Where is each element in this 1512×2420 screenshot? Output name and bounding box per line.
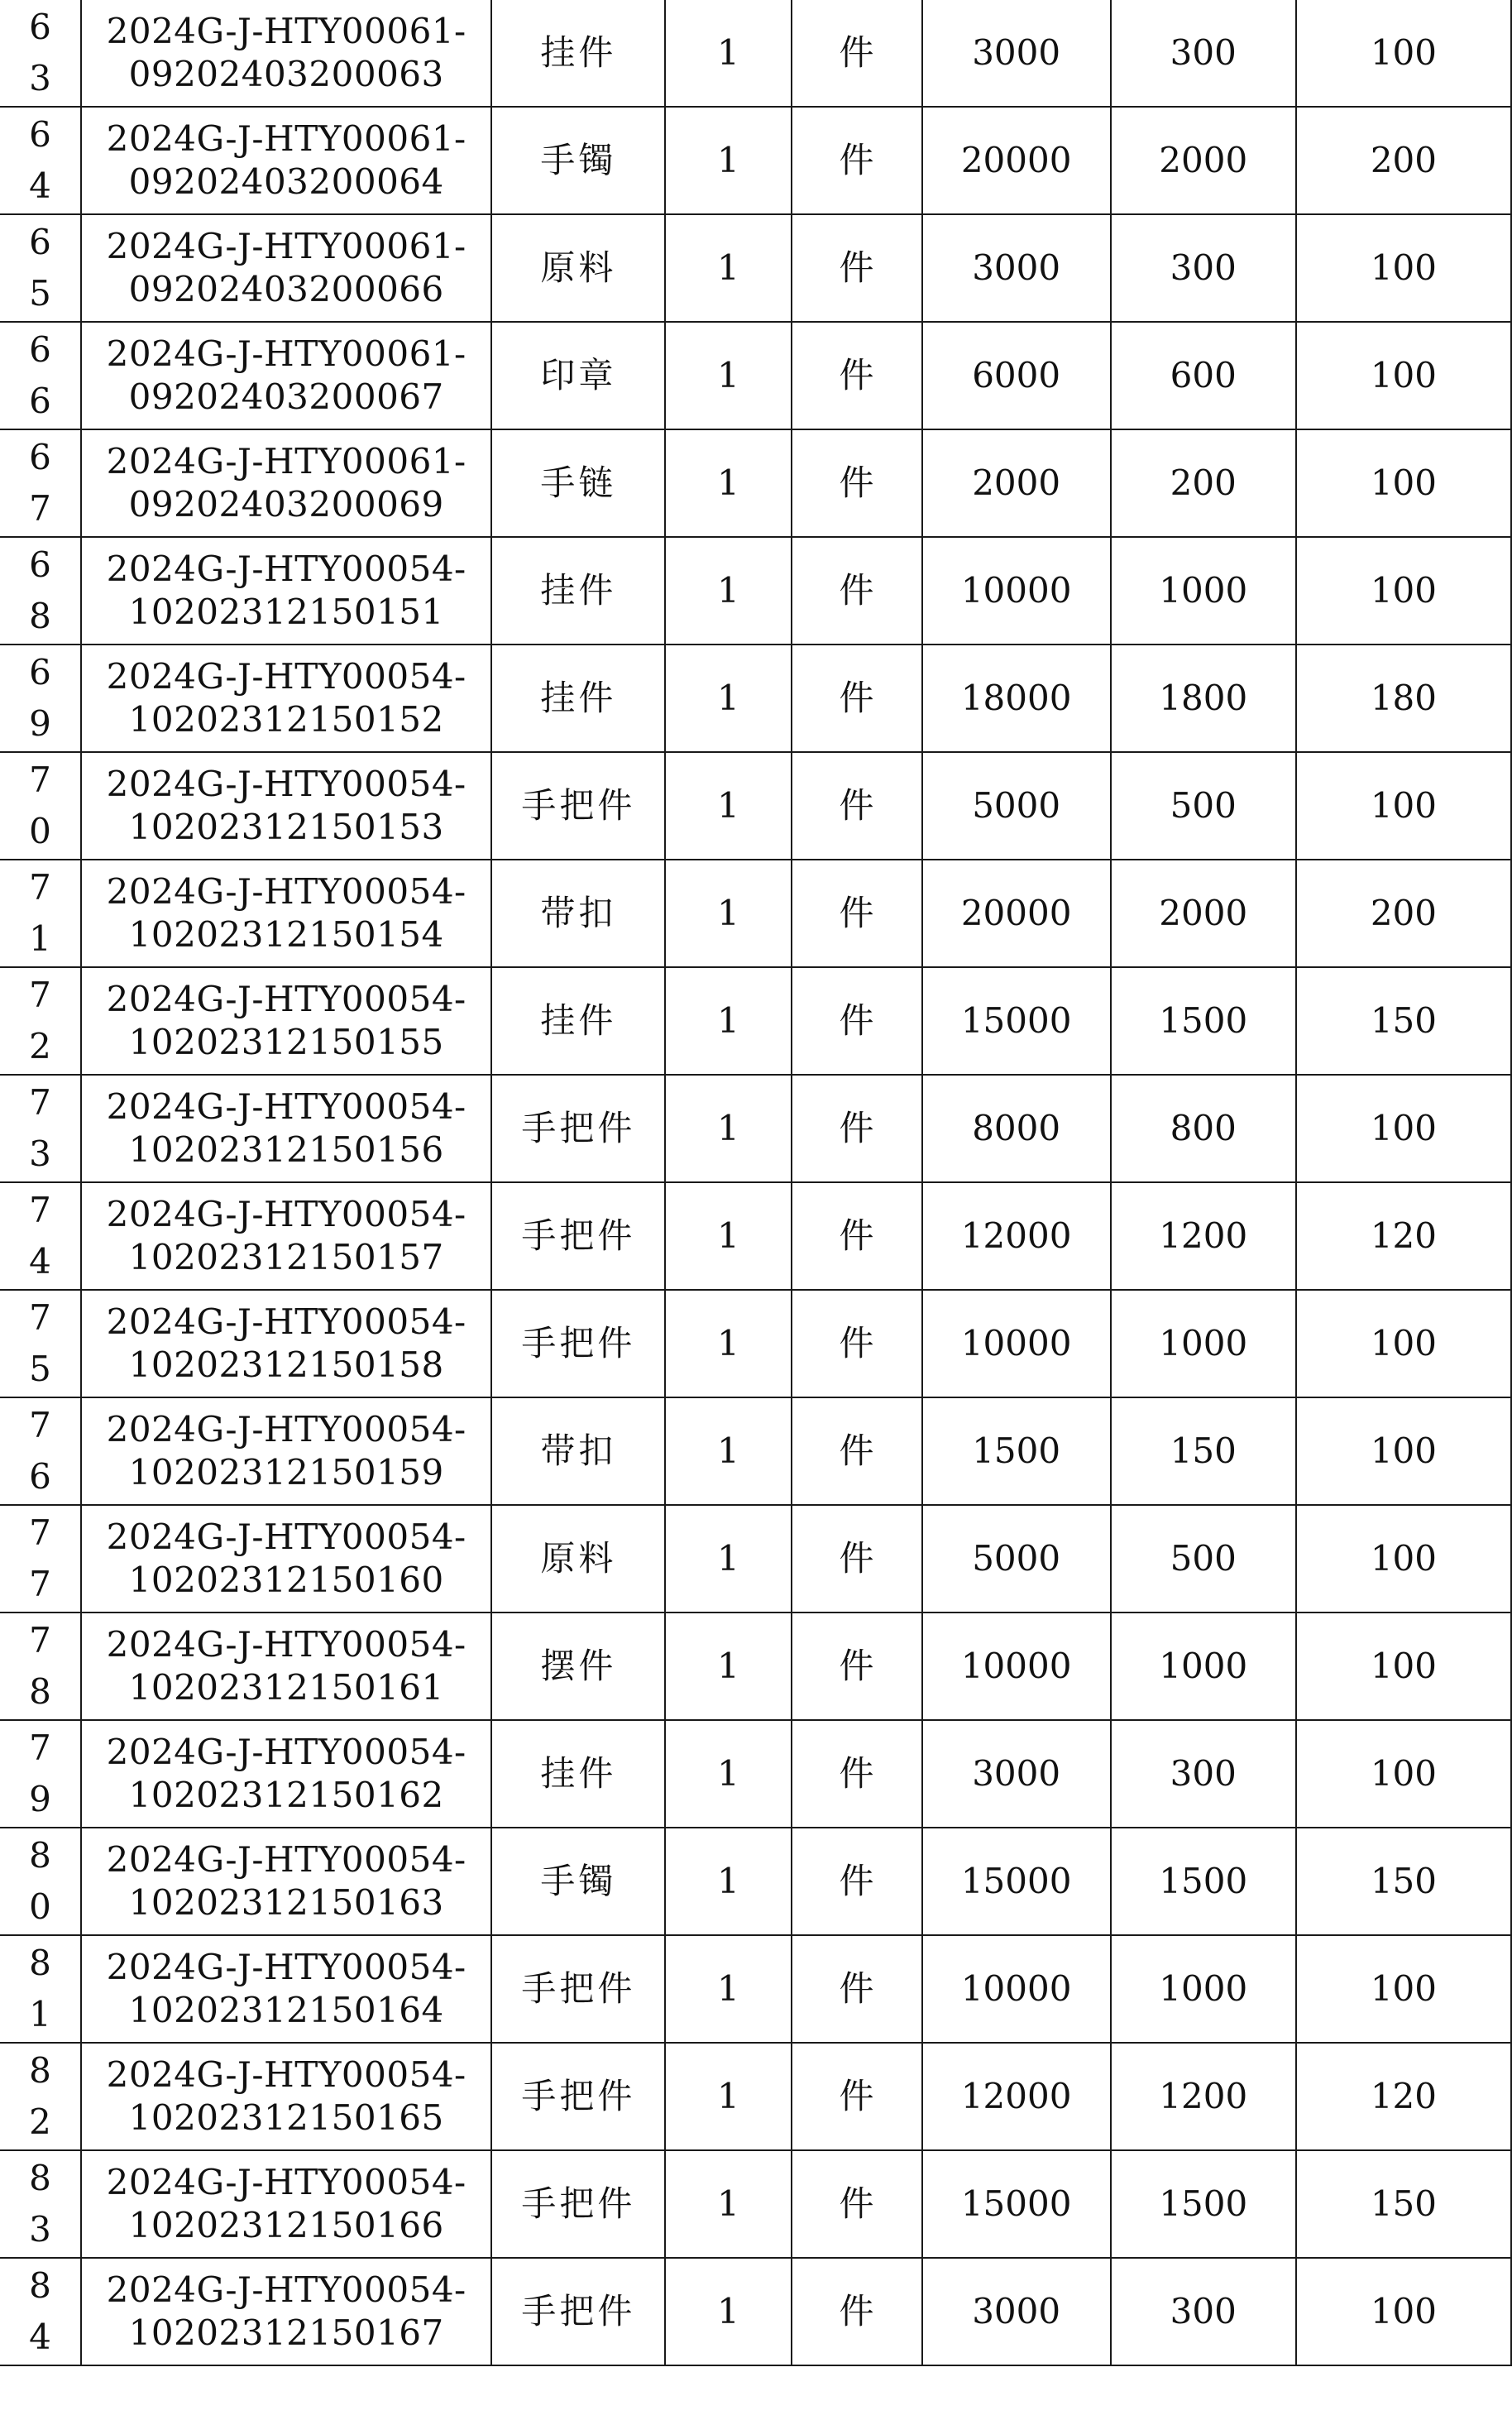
- table-row: [0, 1935, 1511, 2043]
- unit-cell: 件: [792, 107, 922, 214]
- item-code-line-1: 2024G-J-HTY00061-: [106, 118, 467, 159]
- row-number-cell: [0, 2043, 81, 2150]
- table-row: [0, 537, 1511, 645]
- item-code-line-1: 2024G-J-HTY00054-: [106, 871, 467, 912]
- item-code-cell: [81, 1505, 491, 1613]
- item-code-line-2: 10202312150153: [128, 807, 444, 847]
- item-name-cell: 挂件: [491, 967, 665, 1075]
- item-code-line-1: 2024G-J-HTY00061-: [106, 441, 467, 482]
- value-cell-2: 1000: [1111, 1935, 1296, 2043]
- unit-cell: 件: [792, 1075, 922, 1182]
- value-cell-3: 100: [1296, 1290, 1511, 1397]
- row-number-digit-1: 7: [29, 1620, 51, 1660]
- value-cell-3: 100: [1296, 1720, 1511, 1828]
- value-cell-2: 1800: [1111, 645, 1296, 752]
- item-name-cell: 原料: [491, 214, 665, 322]
- item-code-line-2: 09202403200067: [128, 376, 444, 417]
- item-code-cell: [81, 2043, 491, 2150]
- value-cell-2: 1500: [1111, 2150, 1296, 2258]
- table-row: [0, 429, 1511, 537]
- row-number-digit-2: 0: [29, 811, 51, 851]
- row-number-digit-2: 4: [29, 1241, 51, 1282]
- item-code-line-2: 10202312150162: [128, 1775, 444, 1815]
- item-code-cell: [81, 214, 491, 322]
- row-number-cell: [0, 1505, 81, 1613]
- value-cell-2: 1500: [1111, 1828, 1296, 1935]
- row-number-digit-1: 6: [29, 329, 51, 370]
- value-cell-3: 120: [1296, 1182, 1511, 1290]
- table-row: [0, 322, 1511, 429]
- unit-cell: 件: [792, 1935, 922, 2043]
- item-code-line-2: 10202312150167: [128, 2312, 444, 2353]
- item-code-line-1: 2024G-J-HTY00054-: [106, 2162, 467, 2202]
- value-cell-1: 1500: [922, 1397, 1111, 1505]
- item-code-line-1: 2024G-J-HTY00054-: [106, 979, 467, 1019]
- item-name-cell: 手把件: [491, 2150, 665, 2258]
- value-cell-3: 200: [1296, 107, 1511, 214]
- value-cell-1: 12000: [922, 1182, 1111, 1290]
- row-number-digit-1: 7: [29, 867, 51, 908]
- value-cell-3: 100: [1296, 1613, 1511, 1720]
- item-code-line-2: 09202403200064: [128, 161, 444, 202]
- row-number-digit-2: 1: [29, 918, 51, 959]
- item-code-line-2: 09202403200063: [128, 54, 444, 94]
- item-code-line-1: 2024G-J-HTY00054-: [106, 1194, 467, 1234]
- item-name-cell: 挂件: [491, 0, 665, 107]
- value-cell-3: 180: [1296, 645, 1511, 752]
- value-cell-2: 150: [1111, 1397, 1296, 1505]
- item-code-cell: [81, 1935, 491, 2043]
- item-code-line-2: 10202312150160: [128, 1560, 444, 1600]
- quantity-cell: 1: [665, 1613, 791, 1720]
- value-cell-1: 8000: [922, 1075, 1111, 1182]
- item-code-cell: [81, 429, 491, 537]
- row-number-digit-2: 5: [29, 273, 51, 314]
- value-cell-2: 1200: [1111, 1182, 1296, 1290]
- item-name-cell: 挂件: [491, 537, 665, 645]
- table-row: [0, 1397, 1511, 1505]
- value-cell-2: 1000: [1111, 1290, 1296, 1397]
- value-cell-3: 100: [1296, 537, 1511, 645]
- quantity-cell: 1: [665, 967, 791, 1075]
- row-number-cell: [0, 214, 81, 322]
- row-number-digit-1: 6: [29, 544, 51, 585]
- table-row: [0, 2258, 1511, 2365]
- item-code-line-2: 10202312150151: [128, 592, 444, 632]
- value-cell-3: 150: [1296, 1828, 1511, 1935]
- row-number-digit-1: 6: [29, 222, 51, 262]
- row-number-digit-2: 4: [29, 165, 51, 206]
- item-code-line-1: 2024G-J-HTY00054-: [106, 656, 467, 697]
- item-code-cell: [81, 107, 491, 214]
- quantity-cell: 1: [665, 2043, 791, 2150]
- unit-cell: 件: [792, 1828, 922, 1935]
- item-name-cell: 手把件: [491, 2258, 665, 2365]
- row-number-digit-2: 7: [29, 1564, 51, 1604]
- item-name-cell: 带扣: [491, 1397, 665, 1505]
- row-number-digit-1: 6: [29, 652, 51, 692]
- row-number-digit-1: 8: [29, 2050, 51, 2091]
- unit-cell: 件: [792, 1397, 922, 1505]
- row-number-cell: [0, 1613, 81, 1720]
- unit-cell: 件: [792, 429, 922, 537]
- item-code-line-2: 10202312150158: [128, 1344, 444, 1385]
- unit-cell: 件: [792, 2258, 922, 2365]
- row-number-cell: [0, 2150, 81, 2258]
- row-number-digit-2: 1: [29, 1994, 51, 2034]
- unit-cell: 件: [792, 214, 922, 322]
- value-cell-3: 100: [1296, 2258, 1511, 2365]
- value-cell-1: 3000: [922, 2258, 1111, 2365]
- row-number-cell: [0, 1720, 81, 1828]
- item-code-cell: [81, 1075, 491, 1182]
- value-cell-2: 300: [1111, 0, 1296, 107]
- item-code-cell: [81, 1720, 491, 1828]
- value-cell-2: 300: [1111, 1720, 1296, 1828]
- row-number-digit-1: 6: [29, 7, 51, 47]
- row-number-digit-2: 6: [29, 1456, 51, 1497]
- value-cell-3: 100: [1296, 1505, 1511, 1613]
- quantity-cell: 1: [665, 107, 791, 214]
- row-number-digit-1: 7: [29, 1728, 51, 1768]
- unit-cell: 件: [792, 537, 922, 645]
- table-row: [0, 0, 1511, 107]
- item-code-line-2: 10202312150155: [128, 1022, 444, 1062]
- table-row: [0, 2043, 1511, 2150]
- quantity-cell: 1: [665, 0, 791, 107]
- row-number-cell: [0, 860, 81, 967]
- table-row: [0, 860, 1511, 967]
- table-row: [0, 1290, 1511, 1397]
- table-row: [0, 1182, 1511, 1290]
- value-cell-2: 500: [1111, 1505, 1296, 1613]
- item-name-cell: 手镯: [491, 1828, 665, 1935]
- quantity-cell: 1: [665, 645, 791, 752]
- item-code-line-1: 2024G-J-HTY00054-: [106, 1301, 467, 1342]
- row-number-digit-2: 8: [29, 596, 51, 636]
- quantity-cell: 1: [665, 1182, 791, 1290]
- quantity-cell: 1: [665, 1075, 791, 1182]
- quantity-cell: 1: [665, 860, 791, 967]
- value-cell-1: 3000: [922, 214, 1111, 322]
- unit-cell: 件: [792, 967, 922, 1075]
- row-number-digit-2: 2: [29, 2101, 51, 2142]
- row-number-digit-2: 0: [29, 1886, 51, 1927]
- row-number-cell: [0, 107, 81, 214]
- unit-cell: 件: [792, 322, 922, 429]
- row-number-cell: [0, 752, 81, 860]
- row-number-cell: [0, 1935, 81, 2043]
- item-name-cell: 手链: [491, 429, 665, 537]
- item-code-cell: [81, 2258, 491, 2365]
- item-code-line-2: 10202312150152: [128, 699, 444, 740]
- row-number-digit-1: 6: [29, 114, 51, 155]
- unit-cell: 件: [792, 860, 922, 967]
- value-cell-3: 100: [1296, 1935, 1511, 2043]
- row-number-digit-2: 3: [29, 2209, 51, 2250]
- value-cell-2: 1200: [1111, 2043, 1296, 2150]
- item-name-cell: 原料: [491, 1505, 665, 1613]
- value-cell-1: 2000: [922, 429, 1111, 537]
- value-cell-3: 150: [1296, 2150, 1511, 2258]
- item-code-line-2: 10202312150165: [128, 2097, 444, 2138]
- item-code-cell: [81, 1290, 491, 1397]
- value-cell-3: 100: [1296, 752, 1511, 860]
- unit-cell: 件: [792, 1290, 922, 1397]
- quantity-cell: 1: [665, 1505, 791, 1613]
- item-code-line-1: 2024G-J-HTY00054-: [106, 2054, 467, 2095]
- value-cell-1: 3000: [922, 1720, 1111, 1828]
- item-code-line-2: 10202312150154: [128, 914, 444, 955]
- table-row: [0, 752, 1511, 860]
- row-number-cell: [0, 967, 81, 1075]
- item-code-line-1: 2024G-J-HTY00054-: [106, 1517, 467, 1557]
- item-name-cell: 带扣: [491, 860, 665, 967]
- item-code-line-2: 10202312150161: [128, 1667, 444, 1708]
- row-number-digit-1: 7: [29, 975, 51, 1015]
- value-cell-1: 5000: [922, 1505, 1111, 1613]
- row-number-digit-1: 7: [29, 1512, 51, 1553]
- item-name-cell: 手把件: [491, 1935, 665, 2043]
- unit-cell: 件: [792, 752, 922, 860]
- item-code-cell: [81, 967, 491, 1075]
- table-row: [0, 967, 1511, 1075]
- item-code-cell: [81, 1397, 491, 1505]
- value-cell-3: 100: [1296, 214, 1511, 322]
- item-code-line-1: 2024G-J-HTY00054-: [106, 1086, 467, 1127]
- item-code-cell: [81, 537, 491, 645]
- value-cell-3: 100: [1296, 0, 1511, 107]
- unit-cell: 件: [792, 1720, 922, 1828]
- item-code-cell: [81, 1182, 491, 1290]
- item-name-cell: 挂件: [491, 1720, 665, 1828]
- value-cell-1: 3000: [922, 0, 1111, 107]
- table-row: [0, 107, 1511, 214]
- row-number-digit-1: 8: [29, 2158, 51, 2198]
- item-code-line-1: 2024G-J-HTY00054-: [106, 549, 467, 589]
- item-name-cell: 挂件: [491, 645, 665, 752]
- item-name-cell: 手把件: [491, 2043, 665, 2150]
- item-code-line-1: 2024G-J-HTY00054-: [106, 1947, 467, 1987]
- quantity-cell: 1: [665, 537, 791, 645]
- unit-cell: 件: [792, 2043, 922, 2150]
- value-cell-1: 20000: [922, 860, 1111, 967]
- table-row: [0, 1505, 1511, 1613]
- row-number-cell: [0, 1290, 81, 1397]
- value-cell-2: 300: [1111, 214, 1296, 322]
- table-row: [0, 1720, 1511, 1828]
- row-number-cell: [0, 322, 81, 429]
- item-code-line-2: 09202403200069: [128, 484, 444, 525]
- quantity-cell: 1: [665, 214, 791, 322]
- item-code-cell: [81, 1828, 491, 1935]
- value-cell-1: 15000: [922, 1828, 1111, 1935]
- item-code-line-1: 2024G-J-HTY00054-: [106, 1409, 467, 1450]
- quantity-cell: 1: [665, 1720, 791, 1828]
- item-code-line-1: 2024G-J-HTY00061-: [106, 226, 467, 266]
- row-number-digit-1: 7: [29, 1190, 51, 1230]
- item-code-line-1: 2024G-J-HTY00054-: [106, 1624, 467, 1665]
- quantity-cell: 1: [665, 429, 791, 537]
- item-code-line-2: 10202312150156: [128, 1129, 444, 1170]
- row-number-cell: [0, 537, 81, 645]
- table-row: [0, 2150, 1511, 2258]
- value-cell-1: 10000: [922, 537, 1111, 645]
- item-code-line-2: 10202312150163: [128, 1882, 444, 1923]
- item-code-cell: [81, 860, 491, 967]
- value-cell-2: 2000: [1111, 107, 1296, 214]
- value-cell-3: 150: [1296, 967, 1511, 1075]
- value-cell-1: 15000: [922, 967, 1111, 1075]
- value-cell-1: 10000: [922, 1935, 1111, 2043]
- value-cell-2: 600: [1111, 322, 1296, 429]
- row-number-digit-1: 7: [29, 1082, 51, 1123]
- item-code-line-1: 2024G-J-HTY00054-: [106, 1732, 467, 1772]
- item-name-cell: 摆件: [491, 1613, 665, 1720]
- value-cell-3: 100: [1296, 322, 1511, 429]
- unit-cell: 件: [792, 1182, 922, 1290]
- row-number-digit-1: 7: [29, 1405, 51, 1445]
- value-cell-2: 800: [1111, 1075, 1296, 1182]
- row-number-digit-1: 8: [29, 2265, 51, 2306]
- item-name-cell: 印章: [491, 322, 665, 429]
- row-number-digit-2: 3: [29, 58, 51, 98]
- quantity-cell: 1: [665, 1828, 791, 1935]
- value-cell-1: 5000: [922, 752, 1111, 860]
- quantity-cell: 1: [665, 752, 791, 860]
- value-cell-1: 15000: [922, 2150, 1111, 2258]
- item-code-cell: [81, 1613, 491, 1720]
- value-cell-2: 200: [1111, 429, 1296, 537]
- value-cell-2: 1500: [1111, 967, 1296, 1075]
- value-cell-3: 100: [1296, 429, 1511, 537]
- item-code-line-2: 09202403200066: [128, 269, 444, 309]
- item-code-cell: [81, 2150, 491, 2258]
- item-name-cell: 手把件: [491, 752, 665, 860]
- item-code-line-2: 10202312150159: [128, 1452, 444, 1493]
- row-number-digit-2: 2: [29, 1026, 51, 1066]
- row-number-cell: [0, 1397, 81, 1505]
- quantity-cell: 1: [665, 2150, 791, 2258]
- quantity-cell: 1: [665, 2258, 791, 2365]
- item-name-cell: 手把件: [491, 1290, 665, 1397]
- value-cell-3: 200: [1296, 860, 1511, 967]
- item-code-line-1: 2024G-J-HTY00061-: [106, 11, 467, 51]
- row-number-cell: [0, 1828, 81, 1935]
- row-number-digit-2: 8: [29, 1671, 51, 1712]
- item-code-line-1: 2024G-J-HTY00054-: [106, 2269, 467, 2310]
- value-cell-1: 10000: [922, 1613, 1111, 1720]
- value-cell-2: 2000: [1111, 860, 1296, 967]
- unit-cell: 件: [792, 1505, 922, 1613]
- unit-cell: 件: [792, 1613, 922, 1720]
- row-number-cell: [0, 1075, 81, 1182]
- row-number-cell: [0, 645, 81, 752]
- table-row: [0, 1828, 1511, 1935]
- quantity-cell: 1: [665, 1397, 791, 1505]
- row-number-digit-1: 7: [29, 1297, 51, 1338]
- value-cell-3: 120: [1296, 2043, 1511, 2150]
- quantity-cell: 1: [665, 1935, 791, 2043]
- value-cell-1: 12000: [922, 2043, 1111, 2150]
- unit-cell: 件: [792, 2150, 922, 2258]
- item-code-cell: [81, 752, 491, 860]
- row-number-digit-1: 7: [29, 760, 51, 800]
- item-name-cell: 手把件: [491, 1182, 665, 1290]
- item-code-cell: [81, 322, 491, 429]
- item-name-cell: 手镯: [491, 107, 665, 214]
- row-number-digit-1: 6: [29, 437, 51, 477]
- row-number-digit-2: 9: [29, 1779, 51, 1819]
- row-number-digit-2: 6: [29, 381, 51, 421]
- value-cell-3: 100: [1296, 1397, 1511, 1505]
- item-code-line-1: 2024G-J-HTY00054-: [106, 1839, 467, 1880]
- value-cell-2: 300: [1111, 2258, 1296, 2365]
- value-cell-2: 500: [1111, 752, 1296, 860]
- row-number-digit-2: 3: [29, 1133, 51, 1174]
- table-row: [0, 214, 1511, 322]
- value-cell-1: 6000: [922, 322, 1111, 429]
- item-code-line-1: 2024G-J-HTY00061-: [106, 333, 467, 374]
- value-cell-1: 18000: [922, 645, 1111, 752]
- row-number-digit-1: 8: [29, 1835, 51, 1876]
- value-cell-1: 20000: [922, 107, 1111, 214]
- item-code-line-1: 2024G-J-HTY00054-: [106, 764, 467, 804]
- row-number-digit-2: 9: [29, 703, 51, 744]
- row-number-cell: [0, 0, 81, 107]
- row-number-digit-2: 5: [29, 1349, 51, 1389]
- value-cell-2: 1000: [1111, 1613, 1296, 1720]
- quantity-cell: 1: [665, 322, 791, 429]
- row-number-cell: [0, 2258, 81, 2365]
- item-code-line-2: 10202312150164: [128, 1990, 444, 2030]
- item-code-line-2: 10202312150157: [128, 1237, 444, 1277]
- table-row: [0, 645, 1511, 752]
- table-row: [0, 1075, 1511, 1182]
- unit-cell: 件: [792, 0, 922, 107]
- item-name-cell: 手把件: [491, 1075, 665, 1182]
- item-code-cell: [81, 645, 491, 752]
- row-number-digit-2: 7: [29, 488, 51, 529]
- row-number-cell: [0, 1182, 81, 1290]
- value-cell-3: 100: [1296, 1075, 1511, 1182]
- unit-cell: 件: [792, 645, 922, 752]
- value-cell-1: 10000: [922, 1290, 1111, 1397]
- row-number-cell: [0, 429, 81, 537]
- value-cell-2: 1000: [1111, 537, 1296, 645]
- quantity-cell: 1: [665, 1290, 791, 1397]
- row-number-digit-2: 4: [29, 2317, 51, 2357]
- row-number-digit-1: 8: [29, 1943, 51, 1983]
- item-code-line-2: 10202312150166: [128, 2205, 444, 2245]
- table-row: [0, 1613, 1511, 1720]
- item-code-cell: [81, 0, 491, 107]
